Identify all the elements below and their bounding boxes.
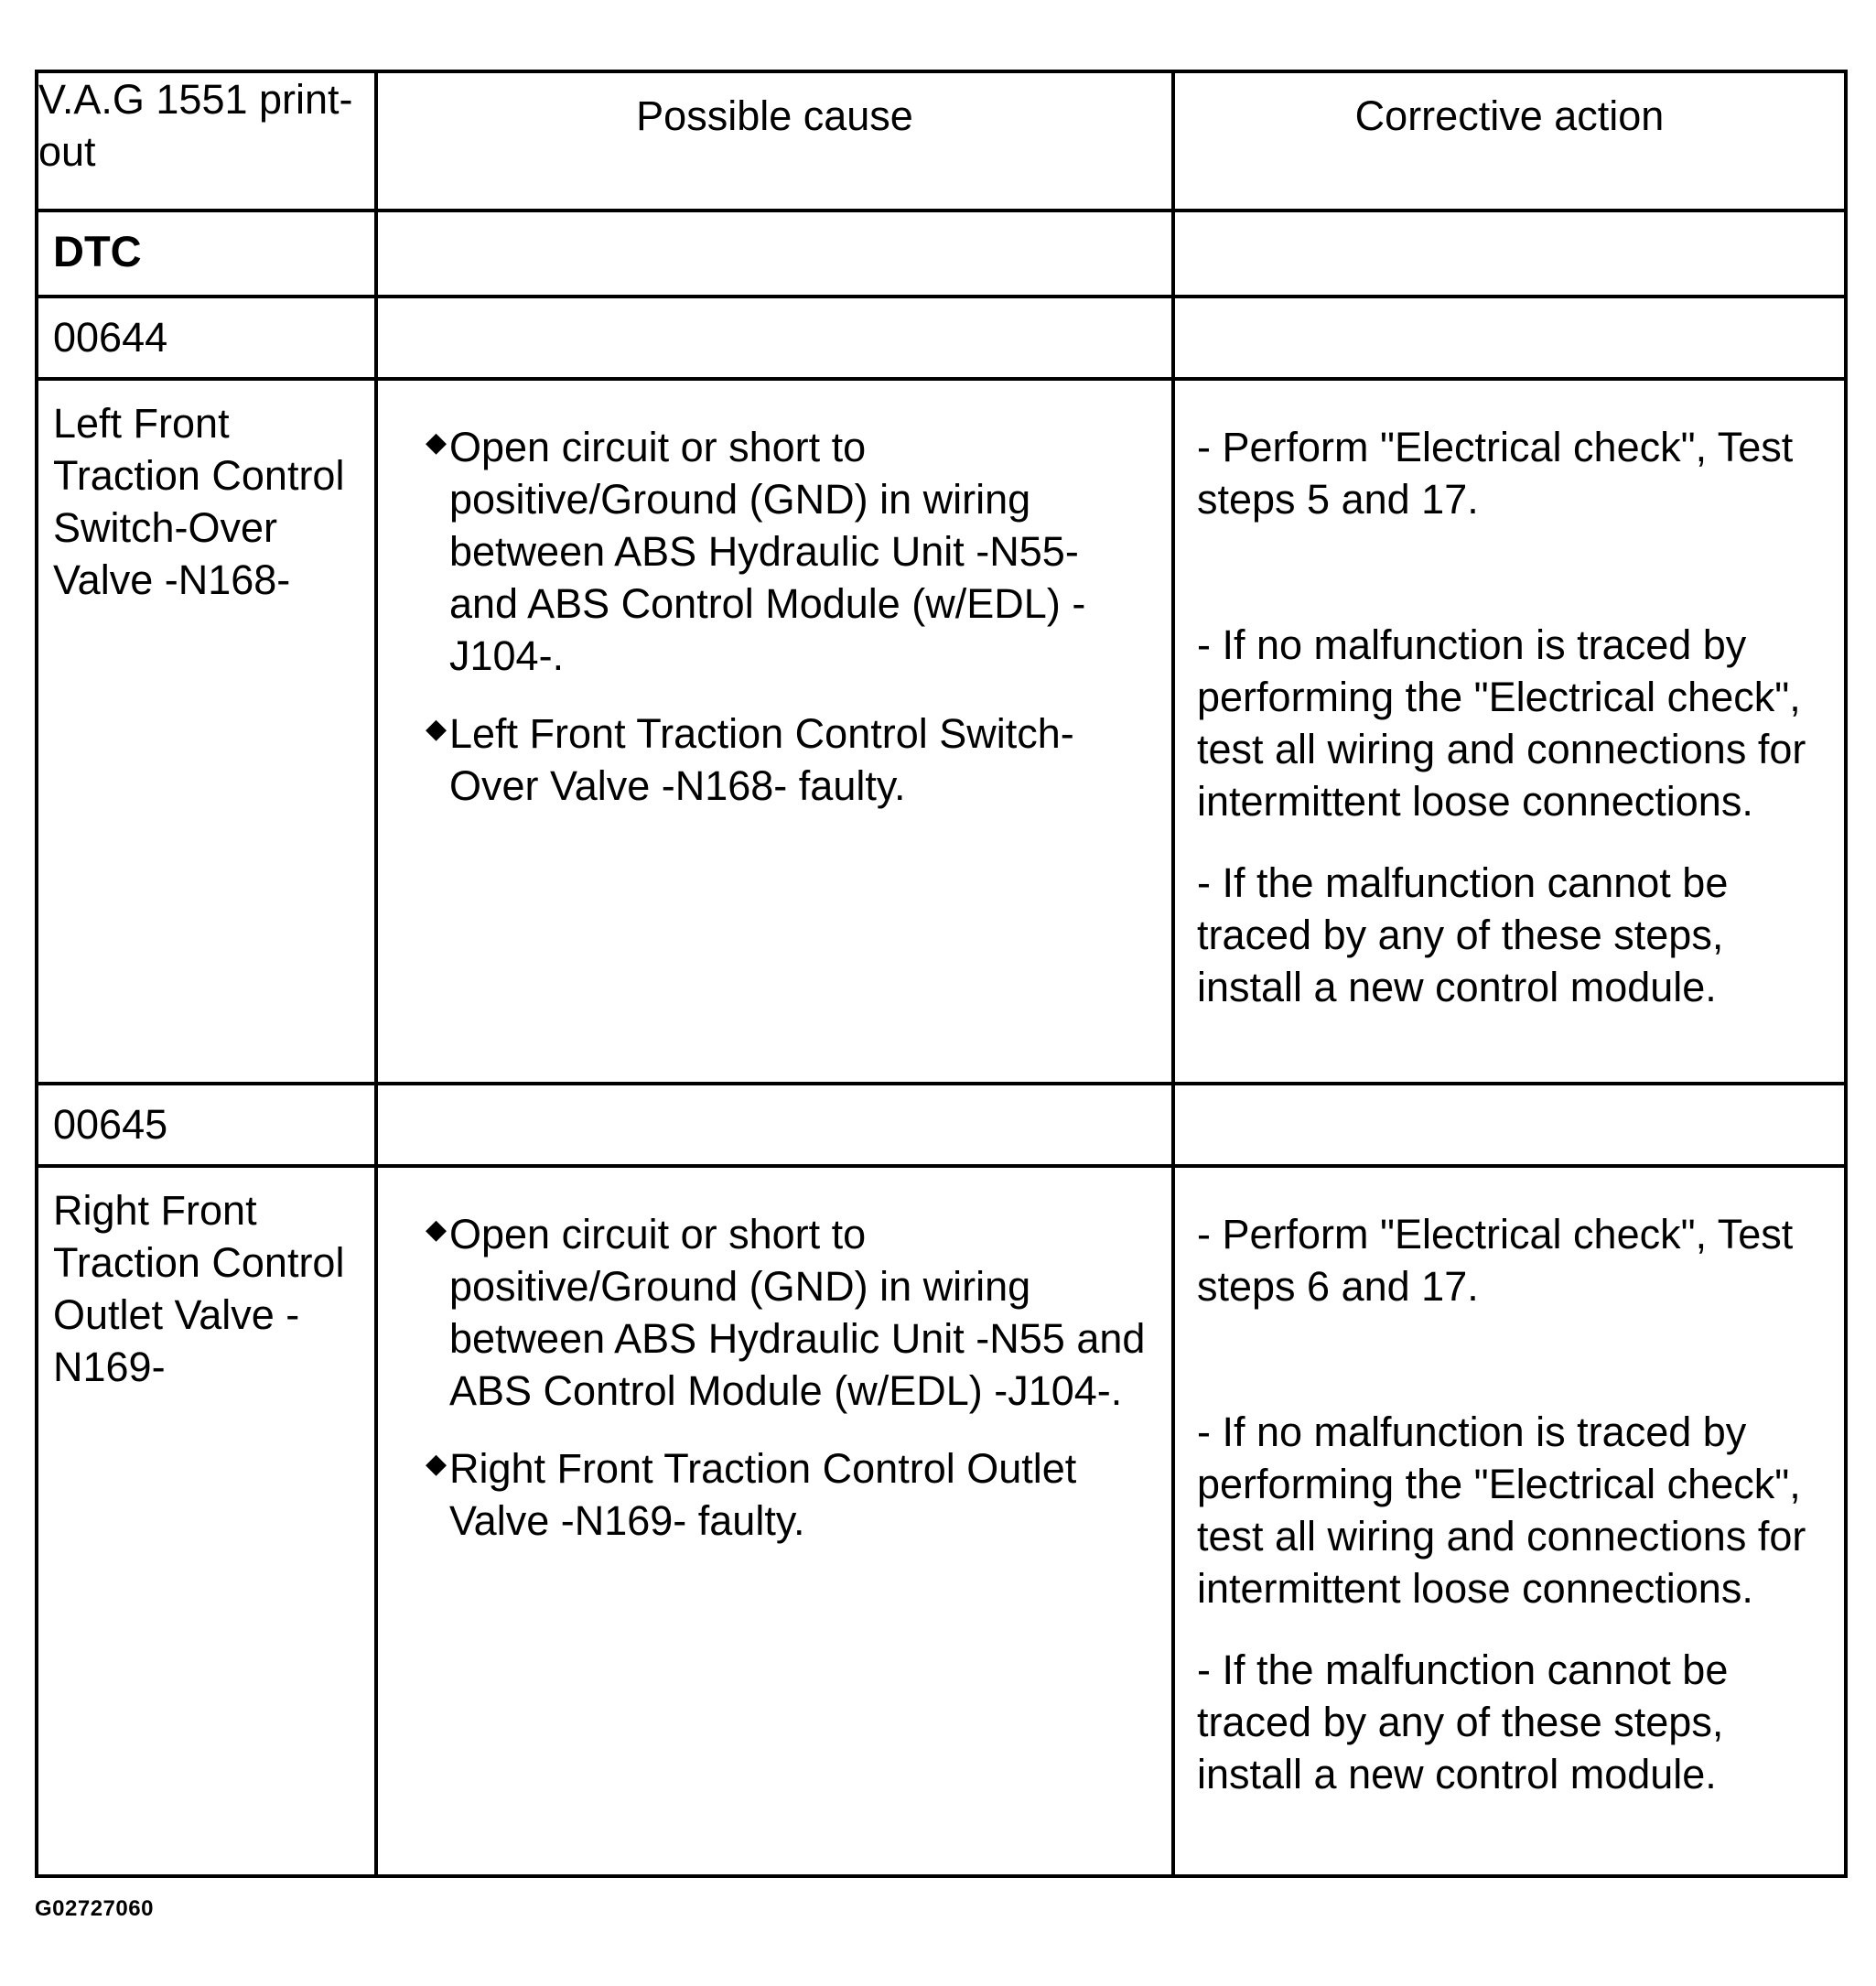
possible-cause-cell [376,379,1173,1084]
empty-cell [1173,297,1846,379]
table-row-detail [37,379,1846,1084]
dtc-component: Right Front Traction Control Outlet Valve -N169- [37,1166,376,1876]
table-row-code [37,1084,1846,1166]
empty-cell [376,297,1173,379]
empty-cell [1173,210,1846,297]
action-text: - If no malfunction is traced by performing the "Electrical check", test all wiring and connections for intermittent loose connections. [1197,1409,1806,1612]
dtc-troubleshooting-table [35,70,1848,1878]
cause-list [393,421,1157,812]
cause-list [393,1208,1157,1547]
dtc-component: Left Front Traction Control Switch-Over Valve -N168- [37,379,376,1084]
header-corrective-action: Corrective action [1173,71,1846,210]
possible-cause-cell [376,1166,1173,1876]
diamond-bullet-icon [426,1212,447,1248]
header-possible-cause: Possible cause [376,71,1173,210]
list-item [393,421,1157,682]
corrective-action-cell [1173,379,1846,1084]
action-text: - If no malfunction is traced by performing the "Electrical check", test all wiring and connections for intermittent loose connections. [1197,621,1806,825]
diamond-bullet-icon [426,425,447,461]
figure-id: G02727060 [35,1896,154,1921]
cause-text: Right Front Traction Control Outlet Valve -N169- faulty. [449,1445,1077,1544]
action-text: - If the malfunction cannot be traced by any of these steps, install a new control module. [1197,859,1729,1010]
action-text: - Perform "Electrical check", Test steps 6 and 17. [1197,1211,1794,1310]
list-item [393,1442,1157,1547]
dtc-code: 00644 [37,297,376,379]
list-item [393,707,1157,812]
empty-cell [1173,1084,1846,1166]
action-text: - Perform "Electrical check", Test steps 5 and 17. [1197,424,1794,523]
empty-cell [376,1084,1173,1166]
empty-cell [376,210,1173,297]
corrective-action-cell [1173,1166,1846,1876]
diamond-bullet-icon [426,711,447,748]
diamond-bullet-icon [426,1446,447,1483]
table-header-row [37,71,1846,210]
action-text: - If the malfunction cannot be traced by any of these steps, install a new control module. [1197,1646,1729,1797]
header-vag-printout: V.A.G 1551 print-out [37,71,376,210]
cause-text: Open circuit or short to positive/Ground (GND) in wiring between ABS Hydraulic Unit -N55- and ABS Control Module (w/EDL) -J104-. [449,424,1086,679]
list-item [393,1208,1157,1417]
dtc-code: 00645 [37,1084,376,1166]
table-row-code [37,297,1846,379]
table-subheader-row [37,210,1846,297]
cause-text: Open circuit or short to positive/Ground (GND) in wiring between ABS Hydraulic Unit -N55 and ABS Control Module (w/EDL) -J104-. [449,1211,1146,1414]
subheader-dtc: DTC [37,210,376,297]
table-row-detail [37,1166,1846,1876]
cause-text: Left Front Traction Control Switch-Over Valve -N168- faulty. [449,710,1074,809]
